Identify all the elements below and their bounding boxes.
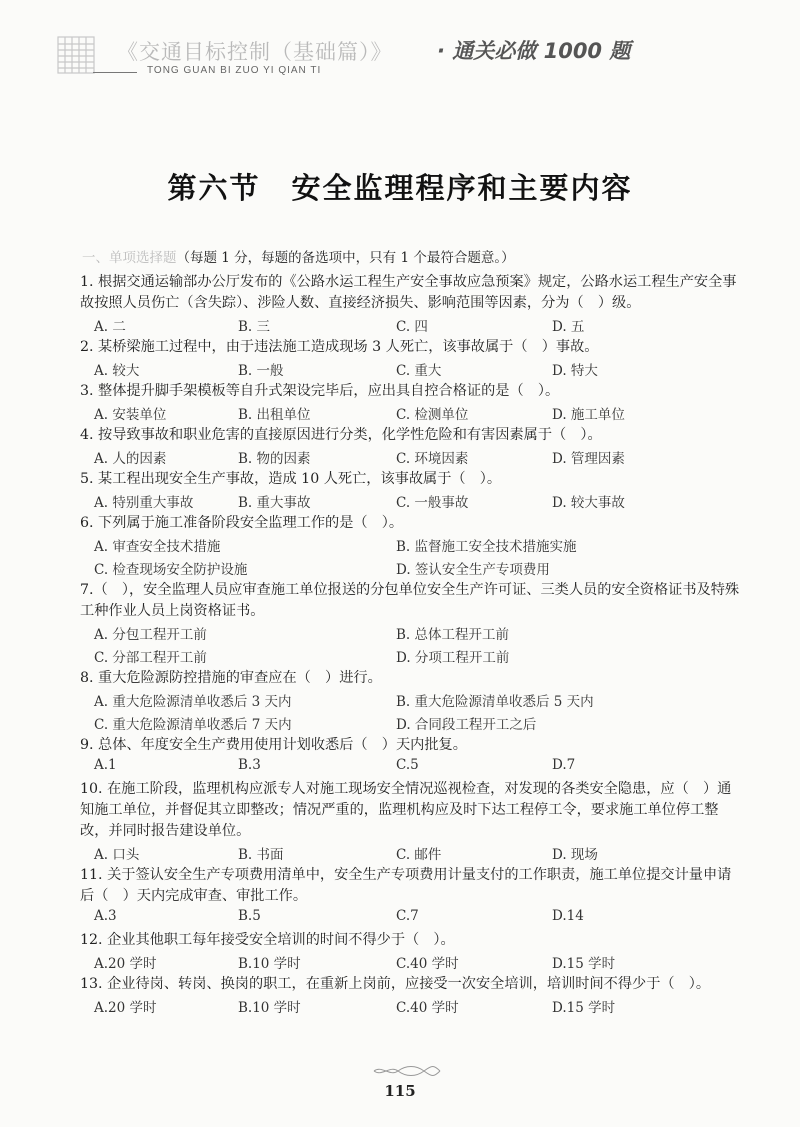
option-c: C. 邮件 <box>396 847 442 863</box>
option-c: C.40 学时 <box>396 1000 459 1016</box>
question <box>80 272 740 337</box>
question-list <box>80 272 740 1018</box>
section-title: 第六节 安全监理程序和主要内容 <box>167 171 633 205</box>
option-c: C. 重大 <box>396 363 442 379</box>
option-b: B. 重大事故 <box>238 495 311 511</box>
options-grid <box>80 622 740 668</box>
option-a: A. 特别重大事故 <box>94 495 194 511</box>
running-header <box>55 30 631 90</box>
option-b: B. 出租单位 <box>238 407 311 423</box>
option-a: A.3 <box>94 908 117 924</box>
part-note: （每题 1 分，每题的备选项中，只有 1 个最符合题意。） <box>176 250 515 266</box>
question-text: 8. 重大危险源防控措施的审查应在（ ）进行。 <box>80 670 382 686</box>
option-c: C.40 学时 <box>396 956 459 972</box>
book-subtitle: · 通关必做 1000 题 <box>437 39 631 63</box>
options-row <box>80 842 740 865</box>
option-d: D. 分项工程开工前 <box>396 650 510 666</box>
option-d: D.14 <box>552 908 584 924</box>
question-text: 10. 在施工阶段，监理机构应派专人对施工现场安全情况巡视检查，对发现的各类安全隐患，应（ ）通知施工单位，并督促其立即整改；情况严重的，监理机构应及时下达工程停工令，要求施工单位停工整改，并同时报告建设单位。 <box>80 781 732 839</box>
option-b: B. 三 <box>238 319 271 335</box>
page-number: 115 <box>384 1082 416 1100</box>
option-b: B. 监督施工安全技术措施实施 <box>396 539 577 555</box>
option-a: A. 审查安全技术措施 <box>94 539 221 555</box>
option-b: B.10 学时 <box>238 956 301 972</box>
question <box>80 779 740 865</box>
options-row <box>80 756 740 779</box>
option-d: D.7 <box>552 757 576 773</box>
options-row <box>80 490 740 513</box>
option-b: B. 重大危险源清单收悉后 5 天内 <box>396 694 594 710</box>
option-a: A.1 <box>94 757 117 773</box>
option-a: A. 重大危险源清单收悉后 3 天内 <box>94 694 292 710</box>
option-d: D. 五 <box>552 319 585 335</box>
option-c: C.5 <box>396 757 419 773</box>
question <box>80 513 740 580</box>
option-d: D.15 学时 <box>552 1000 616 1016</box>
option-a: A. 人的因素 <box>94 451 167 467</box>
option-b: B. 一般 <box>238 363 284 379</box>
options-row <box>80 402 740 425</box>
question-text: 2. 某桥梁施工过程中，由于违法施工造成现场 3 人死亡，该事故属于（ ）事故。 <box>80 339 599 355</box>
option-d: D. 特大 <box>552 363 598 379</box>
question <box>80 930 740 974</box>
options-row <box>80 951 740 974</box>
book-logo-icon <box>55 34 97 76</box>
option-b: B. 总体工程开工前 <box>396 627 510 643</box>
part-heading <box>82 246 515 266</box>
options-row <box>80 446 740 469</box>
option-d: D. 签认安全生产专项费用 <box>396 562 550 578</box>
question-text: 9. 总体、年度安全生产费用使用计划收悉后（ ）天内批复。 <box>80 737 467 753</box>
option-a: A. 较大 <box>94 363 140 379</box>
question-text: 11. 关于签认安全生产专项费用清单中，安全生产专项费用计量支付的工作职责，施工单位提交计量申请后（ ）天内完成审查、审批工作。 <box>80 867 732 904</box>
option-b: B.5 <box>238 908 261 924</box>
option-d: D. 合同段工程开工之后 <box>396 717 537 733</box>
question-text: 1. 根据交通运输部办公厅发布的《公路水运工程生产安全事故应急预案》规定，公路水运工程生产安全事故按照人员伤亡（含失踪）、涉险人数、直接经济损失、影响范围等因素，分为（ ）级。 <box>80 274 737 311</box>
option-d: D. 管理因素 <box>552 451 625 467</box>
question <box>80 580 740 668</box>
option-a: A.20 学时 <box>94 1000 157 1016</box>
question-text: 12. 企业其他职工每年接受安全培训的时间不得少于（ ）。 <box>80 932 455 948</box>
page-ornament-icon <box>372 1064 442 1078</box>
option-c: C. 分部工程开工前 <box>94 650 207 666</box>
question-text: 3. 整体提升脚手架模板等自升式架设完毕后，应出具自控合格证的是（ ）。 <box>80 383 560 399</box>
option-c: C. 一般事故 <box>396 495 469 511</box>
question-text: 13. 企业待岗、转岗、换岗的职工，在重新上岗前，应接受一次安全培训，培训时间不得少于（ ）。 <box>80 976 711 992</box>
option-a: A. 安装单位 <box>94 407 167 423</box>
question-text: 6. 下列属于施工准备阶段安全监理工作的是（ ）。 <box>80 515 404 531</box>
option-c: C. 环境因素 <box>396 451 469 467</box>
question <box>80 469 740 513</box>
header-pinyin: TONG GUAN BI ZUO YI QIAN TI <box>147 65 322 76</box>
options-row <box>80 314 740 337</box>
option-c: C.7 <box>396 908 419 924</box>
question <box>80 974 740 1018</box>
question-text: 7.（ ），安全监理人员应审查施工单位报送的分包单位安全生产许可证、三类人员的安全资格证书及特殊工种作业人员上岗资格证书。 <box>80 582 740 619</box>
option-d: D.15 学时 <box>552 956 616 972</box>
option-a: A. 二 <box>94 319 126 335</box>
option-d: D. 现场 <box>552 847 598 863</box>
question <box>80 865 740 930</box>
option-b: B.10 学时 <box>238 1000 301 1016</box>
question <box>80 735 740 779</box>
book-title: 《交通目标控制（基础篇）》 <box>117 40 393 64</box>
part-label: 一、单项选择题 <box>82 250 177 266</box>
option-b: B. 物的因素 <box>238 451 311 467</box>
question <box>80 668 740 735</box>
options-row <box>80 995 740 1018</box>
option-d: D. 较大事故 <box>552 495 625 511</box>
option-a: A.20 学时 <box>94 956 157 972</box>
options-grid <box>80 689 740 735</box>
option-b: B. 书面 <box>238 847 284 863</box>
option-c: C. 重大危险源清单收悉后 7 天内 <box>94 717 292 733</box>
option-b: B.3 <box>238 757 261 773</box>
question <box>80 337 740 381</box>
options-row <box>80 907 740 930</box>
option-d: D. 施工单位 <box>552 407 625 423</box>
options-grid <box>80 534 740 580</box>
option-c: C. 检测单位 <box>396 407 469 423</box>
option-a: A. 分包工程开工前 <box>94 627 207 643</box>
question-text: 5. 某工程出现安全生产事故，造成 10 人死亡，该事故属于（ ）。 <box>80 471 502 487</box>
question <box>80 381 740 425</box>
option-a: A. 口头 <box>94 847 140 863</box>
question-text: 4. 按导致事故和职业危害的直接原因进行分类，化学性危险和有害因素属于（ ）。 <box>80 427 602 443</box>
option-c: C. 检查现场安全防护设施 <box>94 562 248 578</box>
question <box>80 425 740 469</box>
options-row <box>80 358 740 381</box>
option-c: C. 四 <box>396 319 428 335</box>
header-rule <box>93 72 137 73</box>
